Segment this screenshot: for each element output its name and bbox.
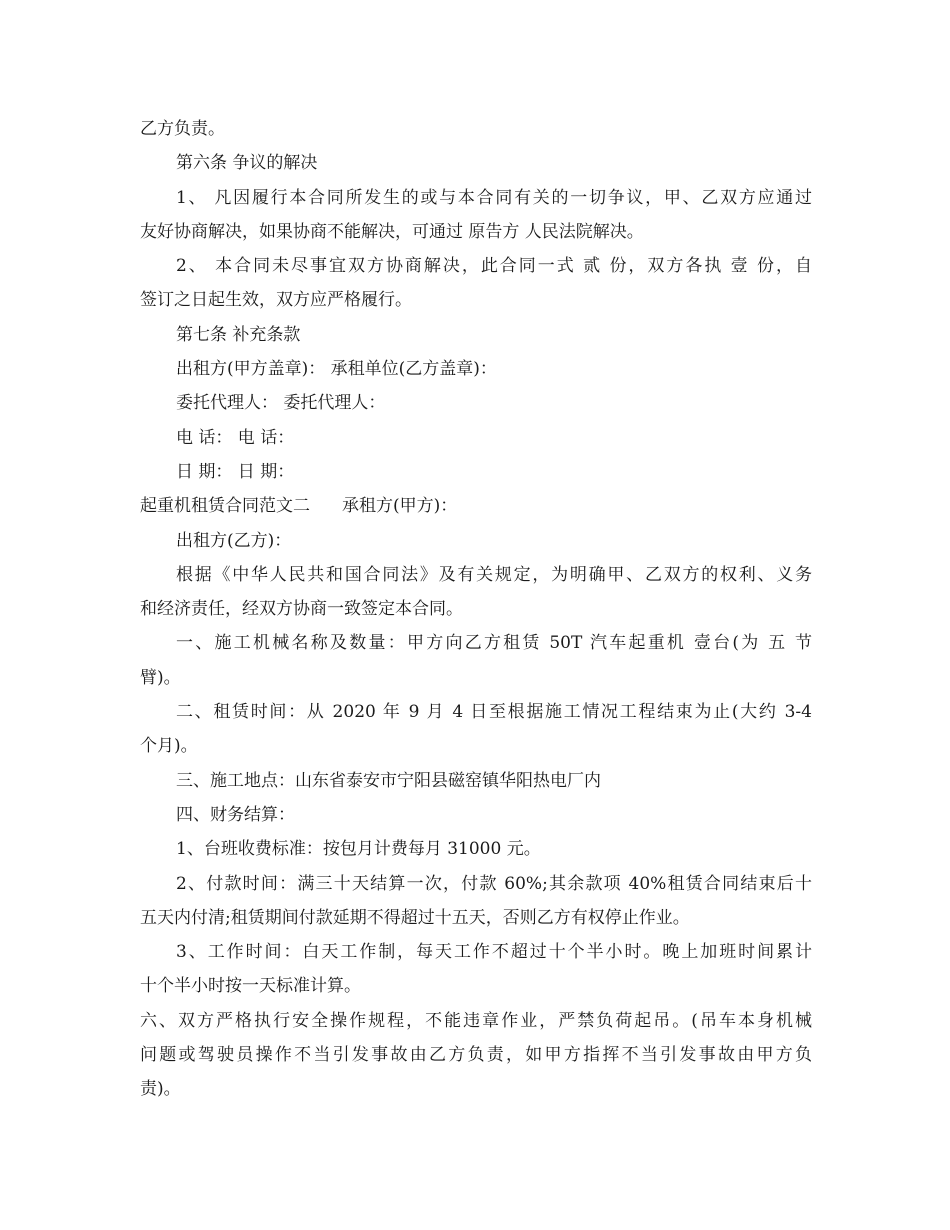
signature-line: 委托代理人： 委托代理人： <box>176 393 386 414</box>
document-subtitle: 起重机租赁合同范文二 <box>140 496 310 517</box>
lessee-label: 承租方(甲方)： <box>342 496 458 517</box>
text-line: 1、台班收费标准：按包月计费每月 31000 元。 <box>176 839 541 860</box>
section-heading: 第七条 补充条款 <box>176 324 301 345</box>
signature-line: 电 话： 电 话： <box>176 427 295 448</box>
text-line: 个月)。 <box>140 736 198 757</box>
text-line: 十个半小时按一天标准计算。 <box>140 976 361 997</box>
text-line: 一、施工机械名称及数量：甲方向乙方租赁 50T 汽车起重机 壹台(为 五 节 <box>176 633 812 654</box>
text-line: 1、 凡因履行本合同所发生的或与本合同有关的一切争议，甲、乙双方应通过 <box>176 187 812 208</box>
text-line: 问题或驾驶员操作不当引发事故由乙方负责，如甲方指挥不当引发事故由甲方负 <box>140 1045 812 1066</box>
document-body <box>140 112 812 1107</box>
text-line: 签订之日起生效，双方应严格履行。 <box>140 290 412 311</box>
text-line: 臂)。 <box>140 667 181 688</box>
text-line: 六、双方严格执行安全操作规程，不能违章作业，严禁负荷起吊。(吊车本身机械 <box>140 1010 812 1031</box>
text-line: 根据《中华人民共和国合同法》及有关规定，为明确甲、乙双方的权利、义务 <box>176 564 812 585</box>
text-line: 二、租赁时间：从 2020 年 9 月 4 日至根据施工情况工程结束为止(大约 3-4 <box>176 702 812 723</box>
text-line: 三、施工地点：山东省泰安市宁阳县磁窑镇华阳热电厂内 <box>176 770 601 791</box>
text-line: 责)。 <box>140 1079 181 1100</box>
text-line: 四、财务结算： <box>176 804 295 825</box>
text-line: 五天内付清;租赁期间付款延期不得超过十五天，否则乙方有权停止作业。 <box>140 907 690 928</box>
signature-line: 日 期： 日 期： <box>176 461 295 482</box>
text-line: 2、 本合同未尽事宜双方协商解决，此合同一式 贰 份，双方各执 壹 份，自 <box>176 256 812 277</box>
text-line: 3、工作时间：白天工作制，每天工作不超过十个半小时。晚上加班时间累计 <box>176 942 812 963</box>
text-line: 和经济责任，经双方协商一致签定本合同。 <box>140 599 463 620</box>
lessor-label: 出租方(乙方)： <box>176 530 292 551</box>
signature-line: 出租方(甲方盖章)： 承租单位(乙方盖章)： <box>176 359 497 380</box>
section-heading: 第六条 争议的解决 <box>176 153 318 174</box>
text-line: 乙方负责。 <box>140 119 225 139</box>
text-line: 友好协商解决，如果协商不能解决，可通过 原告方 人民法院解决。 <box>140 221 644 242</box>
text-line: 2、付款时间：满三十天结算一次，付款 60%;其余款项 40%租赁合同结束后十 <box>176 873 812 894</box>
document-subtitle-line <box>140 489 812 523</box>
